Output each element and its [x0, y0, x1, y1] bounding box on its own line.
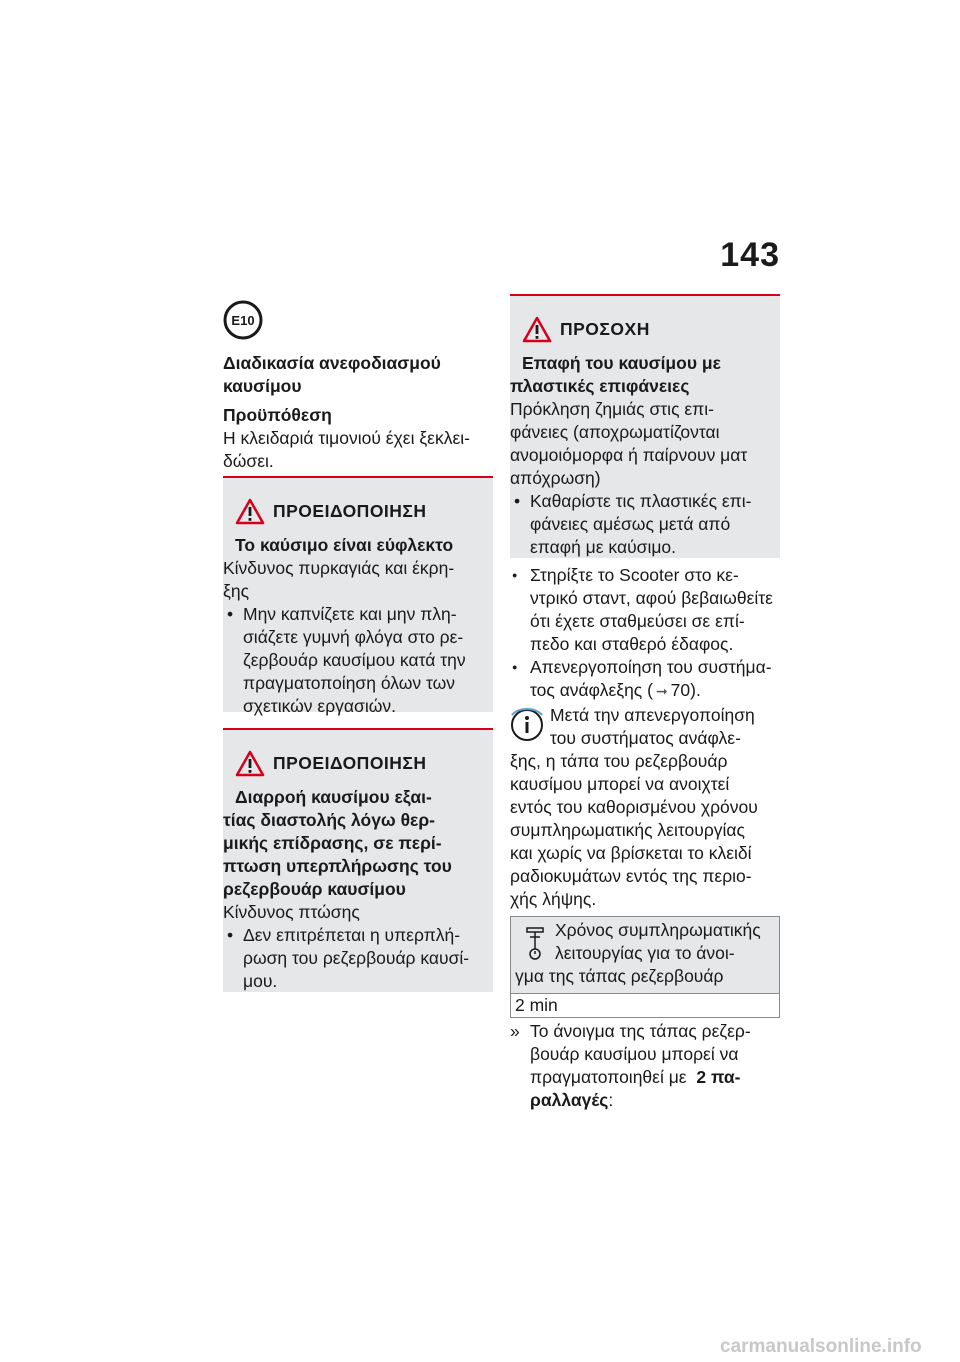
result-text: Το άνοιγμα της τάπας ρεζερ- [530, 1021, 751, 1041]
bullet-continuation: ρωση του ρεζερβουάρ καυσί- [243, 948, 470, 968]
caution-text: Πρόκληση ζημιάς στις επι- [510, 399, 714, 419]
table-header-text: γμα της τάπας ρεζερβουάρ [515, 966, 724, 986]
info-text: συμπληρωματικής λειτουργίας [510, 820, 745, 840]
warning-title: τίας διαστολής λόγω θερ- [223, 810, 435, 830]
caution-header [510, 296, 780, 352]
table-value: 2 min [511, 994, 780, 1018]
prerequisite-text-line: δώσει. [223, 451, 274, 471]
step-text: τος ανάφλεξης ( [530, 680, 653, 700]
bullet-continuation: σιάζετε γυμνή φλόγα στο ρε- [243, 627, 464, 647]
warning-header [223, 478, 493, 534]
warning-header [223, 730, 493, 786]
e10-label: E10 [231, 313, 255, 328]
step-item: ● Στηρίξτε το Scooter στο κε- [510, 564, 780, 587]
warning-subtitle: ξης [223, 581, 250, 601]
warning-label: ΠΡΟΕΙΔΟΠΟΙΗΣΗ [273, 501, 427, 521]
caution-bullet: • Καθαρίστε τις πλαστικές επι- [510, 490, 776, 513]
step-continuation: ντρικό σταντ, αφού βεβαιωθείτε [530, 588, 773, 608]
warning-title: Διαρροή καυσίμου εξαι- [235, 787, 432, 807]
step-continuation: πεδο και σταθερό έδαφος. [530, 634, 734, 654]
result-emphasis: 2 πα- [696, 1067, 741, 1087]
result-arrow-icon: » [510, 1021, 520, 1041]
info-text: Μετά την απενεργοποίηση [550, 705, 755, 725]
warning-bullets [223, 603, 489, 626]
prerequisite-heading: Προϋπόθεση [223, 405, 332, 425]
warning-title: μικής επίδρασης, σε περί- [223, 833, 442, 853]
info-text: και χωρίς να βρίσκεται το κλειδί [510, 843, 752, 863]
bullet-continuation: μου. [243, 971, 278, 991]
warning-subtitle: Κίνδυνος πτώσης [223, 902, 360, 922]
table-header-row [511, 917, 780, 994]
caution-title: Επαφή του καυσίμου με [522, 353, 721, 373]
warning-triangle-icon [235, 750, 265, 777]
step-list [510, 564, 780, 587]
watermark: carmanualsonline.info [720, 1336, 922, 1357]
caution-triangle-icon [522, 316, 552, 343]
warning-bullet: • Μην καπνίζετε και μην πλη- [223, 603, 489, 626]
spec-table-wrap [510, 916, 780, 1018]
result-text: : [608, 1090, 614, 1110]
bullet-continuation: φάνειες αμέσως μετά από [530, 514, 731, 534]
step-continuation: ότι έχετε σταθμεύσει σε επί- [530, 611, 745, 631]
warning-label: ΠΡΟΕΙΔΟΠΟΙΗΣΗ [273, 753, 427, 773]
info-text: χής λήψης. [510, 889, 597, 909]
warning-subtitle: Κίνδυνος πυρκαγιάς και έκρη- [223, 558, 455, 578]
warning-box-fire [223, 476, 493, 716]
table-header-text: Χρόνος συμπληρωματικής [555, 920, 761, 940]
bullet-continuation: σχετικών εργασιών. [243, 696, 396, 716]
caution-text: απόχρωση) [510, 468, 601, 488]
table-row [511, 994, 780, 1018]
result-line [510, 1020, 780, 1043]
info-text: καυσίμου μπορεί να ανοιχτεί [510, 774, 730, 794]
prerequisite-text-line: Η κλειδαριά τιμονιού έχει ξεκλει- [223, 428, 470, 448]
warning-title: ρεζερβουάρ καυσίμου [223, 879, 406, 899]
warning-box-overflow [223, 728, 493, 992]
step-list [510, 656, 780, 679]
result-emphasis: ραλλαγές [530, 1090, 609, 1110]
warning-triangle-icon [235, 498, 265, 525]
bullet-continuation: πραγματοποίηση όλων των [243, 673, 456, 693]
info-text: ραδιοκυμάτων εντός της περιο- [510, 866, 752, 886]
page-reference-arrow-icon: ➞ [655, 683, 668, 699]
section-title: Διαδικασία ανεφοδιασμού καυσίμου [223, 353, 441, 396]
e10-fuel-icon [223, 300, 263, 340]
warning-bullet: • Δεν επιτρέπεται η υπερπλή- [223, 924, 489, 947]
warning-title: Το καύσιμο είναι εύφλεκτο [235, 535, 454, 555]
bullet-continuation: ζερβουάρ καυσίμου κατά την [243, 650, 466, 670]
table-header-text: λειτουργίας για το άνοι- [555, 943, 735, 963]
warning-title: πτωση υπερπλήρωσης του [223, 856, 452, 876]
spec-table [510, 916, 780, 1018]
page-reference[interactable]: 70 [670, 680, 691, 700]
left-column [223, 352, 493, 473]
info-text: ξης, η τάπα του ρεζερβουάρ [510, 751, 728, 771]
caution-label: ΠΡΟΣΟΧΗ [560, 319, 650, 339]
caution-bullets [510, 490, 776, 513]
timer-spec-icon [523, 925, 547, 961]
caution-box [510, 294, 780, 558]
result-text: βουάρ καυσίμου μπορεί να [530, 1044, 739, 1064]
result-text: πραγματοποιηθεί με [530, 1067, 687, 1087]
caution-text: ανομοιόμορφα ή παίρνουν ματ [510, 445, 748, 465]
step-continuation [510, 679, 780, 703]
result-note [510, 1020, 780, 1112]
step-text: ). [690, 680, 701, 700]
caution-title: πλαστικές επιφάνειες [510, 376, 690, 396]
info-text: του συστήματος ανάφλε- [550, 728, 741, 748]
step-item: ● Απενεργοποίηση του συστήμα- [510, 656, 780, 679]
page-number: 143 [720, 236, 780, 274]
procedure-steps [510, 564, 780, 703]
caution-text: φάνειες (αποχρωματίζονται [510, 422, 720, 442]
info-text: εντός του καθορισμένου χρόνου [510, 797, 758, 817]
bullet-continuation: επαφή με καύσιμο. [530, 537, 677, 557]
result-line [510, 1089, 780, 1112]
result-line [510, 1066, 780, 1089]
info-note [510, 704, 780, 911]
warning-bullets [223, 924, 489, 947]
table-header-cell [511, 917, 780, 994]
